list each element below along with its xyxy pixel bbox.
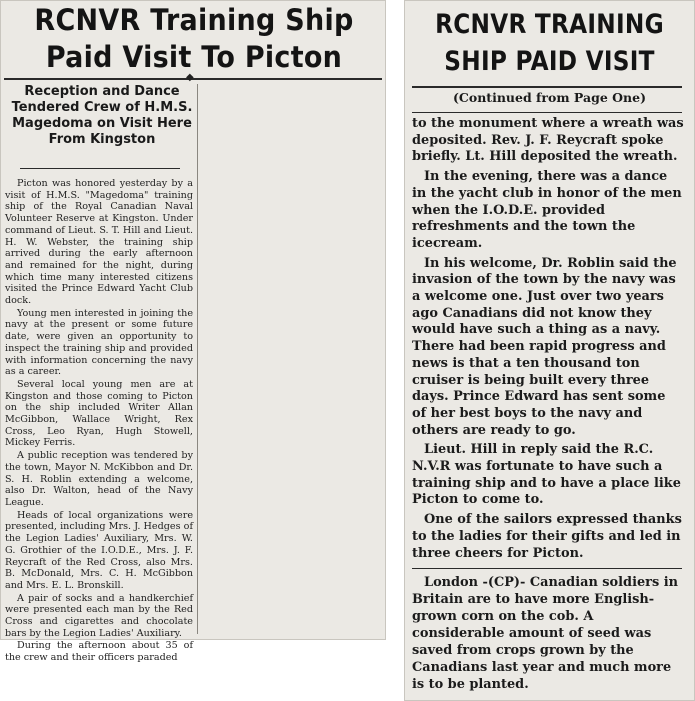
news-brief: [412, 574, 684, 693]
left-paragraph: A public reception was tendered by the town, Mayor N. McKibbon and Dr. S. H. Roblin extending a welcome, also Dr. Walton, head of the Navy League.: [5, 450, 193, 508]
right-headline-line-2: SHIP PAID VISIT: [444, 46, 655, 77]
right-paragraph: Lieut. Hill in reply said the R.C. N.V.R was fortunate to have such a training ship and to have a place like Picton to come to.: [412, 442, 681, 508]
left-paragraph: During the afternoon about 35 of the crew and their officers paraded: [5, 640, 193, 664]
right-paragraph: In the evening, there was a dance in the yacht club in honor of the men when the I.O.D.E. provided refreshments and the town the icecream.: [412, 169, 682, 251]
left-article-body: [5, 178, 193, 665]
right-headline: [406, 6, 693, 80]
right-headline-line-1: RCNVR TRAINING: [435, 9, 664, 40]
brief-paragraph: London -(CP)- Canadian soldiers in Britain are to have more English-grown corn on the cob. A considerable amount of seed was saved from crops grown by the Canadians last year and much more is to be planted.: [412, 575, 678, 692]
subheadline-divider: [20, 168, 180, 169]
left-paragraph: Heads of local organizations were presented, including Mrs. J. Hedges of the Legion Ladies' Auxiliary, Mrs. W. G. Grothier of the I.O.D.E., Mrs. J. F. Reycraft of the Red Cross, also Mrs. B. McDonald, Mrs. C. H. McGibbon and Mrs. E. L. Bronskill.: [5, 509, 193, 591]
left-headline: [6, 2, 382, 76]
right-newspaper-clipping: [404, 0, 695, 701]
continued-divider: [412, 112, 682, 113]
left-paragraph: A pair of socks and a handkerchief were presented each man by the Red Cross and cigarettes and chocolate bars by the Legion Ladies' Auxiliary.: [5, 592, 193, 639]
left-subheadline: Reception and Dance Tendered Crew of H.M.S. Magedoma on Visit Here From Kingston: [11, 84, 193, 147]
headline-divider: [4, 78, 382, 80]
column-divider: [197, 84, 198, 634]
right-paragraph: to the monument where a wreath was deposited. Rev. J. F. Reycraft spoke briefly. Lt. Hill deposited the wreath.: [412, 116, 684, 165]
headline-divider: [412, 86, 682, 88]
right-article-body: [412, 116, 684, 565]
right-paragraph: In his welcome, Dr. Roblin said the invasion of the town by the navy was a welcome one. Just over two years ago Canadians did not know they would have such a thing as a navy. There had been rapid progress and news is that a ten thousand ton cruiser is being built every three days. Prince Edward has sent some of her best boys to the navy and others are ready to go.: [412, 255, 677, 438]
left-paragraph: Picton was honored yesterday by a visit of H.M.S. "Magedoma" training ship of the Royal Canadian Naval Volunteer Reserve at Kingston. Under command of Lieut. S. T. Hill and Lieut. H. W. Webster, the training ship arrived during the early afternoon and remained for the night, during which time many interested citizens visited the Prince Edward Yacht Club dock.: [5, 178, 193, 307]
left-paragraph: Young men interested in joining the navy at the present or some future date, were given an opportunity to inspect the training ship and provided with information concerning the navy as a career.: [5, 307, 193, 378]
left-headline-line-1: RCNVR Training Ship: [34, 3, 354, 37]
brief-divider: [412, 568, 682, 569]
left-headline-line-2: Paid Visit To Picton: [45, 40, 343, 74]
continued-notice: (Continued from Page One): [453, 90, 646, 105]
right-paragraph: One of the sailors expressed thanks to the ladies for their gifts and led in three cheers for Picton.: [412, 512, 682, 561]
left-paragraph: Several local young men are at Kingston and those coming to Picton on the ship included Writer Allan McGibbon, Wallace Wright, Rex Cross, Leo Ryan, Hugh Stowell, Mickey Ferris.: [5, 378, 193, 449]
